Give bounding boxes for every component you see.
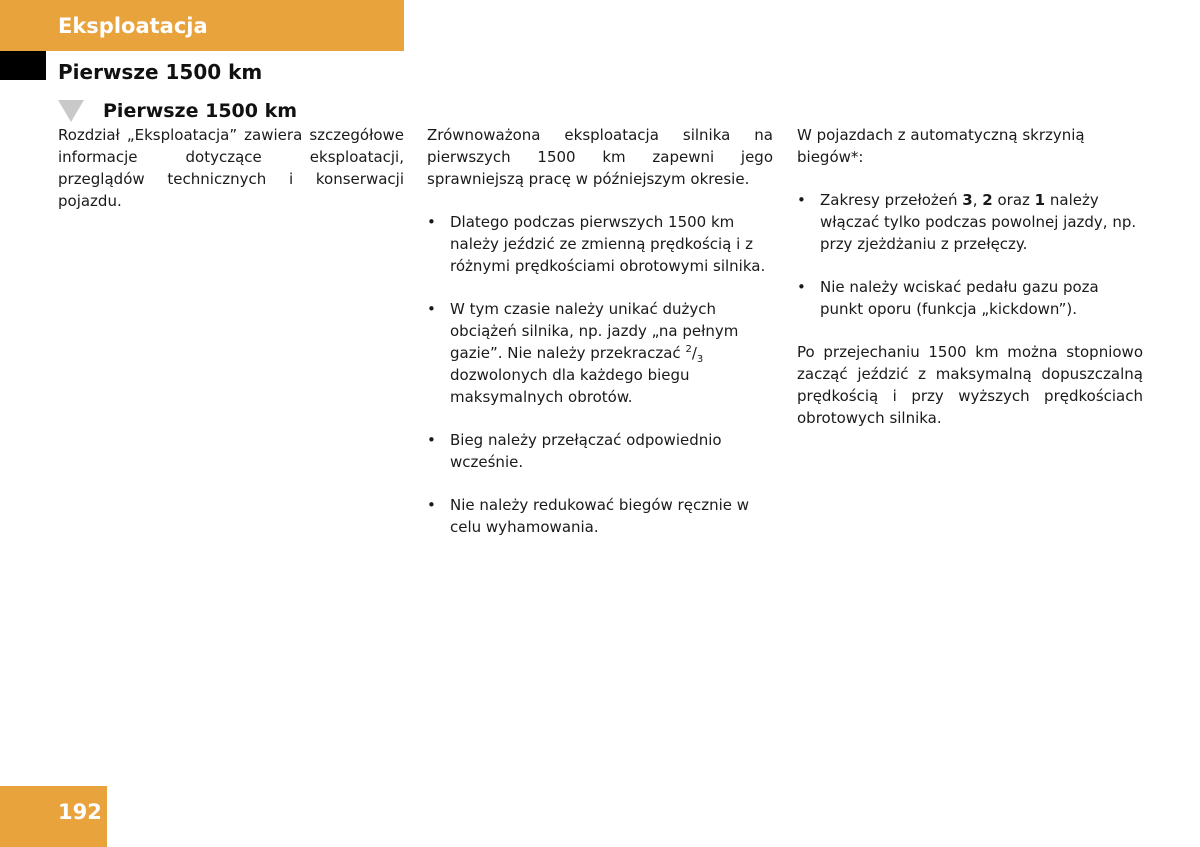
list-item-text: W tym czasie należy unikać dużych obciążeń silnika, np. jazdy „na pełnym gazie”. Nie należy przekraczać [450, 300, 739, 362]
fraction-slash: / [691, 344, 697, 362]
fraction-numerator: 2 [685, 344, 692, 355]
column-1 [58, 124, 404, 233]
fraction-denominator: 3 [696, 354, 704, 365]
page-number: 192 [58, 800, 102, 824]
separator: , [972, 191, 983, 209]
column-2 [427, 124, 773, 559]
separator: oraz [992, 191, 1035, 209]
gear-range-2: 2 [982, 191, 993, 209]
list-item [797, 189, 1143, 255]
list-item: • Dlatego podczas pierwszych 1500 km należy jeździć ze zmienną prędkością i z różnymi prędkościami obrotowymi silnika. [427, 211, 773, 277]
gear-range-3: 3 [962, 191, 973, 209]
section-title: Pierwsze 1500 km [58, 60, 263, 84]
automatic-transmission-intro: W pojazdach z automatyczną skrzynią biegów*: [797, 126, 1085, 166]
engine-breakin-paragraph: Zrównoważona eksploatacja silnika na pierwszych 1500 km zapewni jego sprawniejszą pracę w późniejszym okresie. [427, 126, 773, 188]
subsection-title: Pierwsze 1500 km [103, 100, 298, 122]
list-item: • Nie należy wciskać pedału gazu poza punkt oporu (funkcja „kickdown”). [797, 276, 1143, 320]
list-item-text: dozwolonych dla każdego biegu maksymalnych obrotów. [450, 366, 690, 406]
triangle-down-icon [58, 100, 84, 122]
list-item [427, 298, 773, 408]
gear-range-1: 1 [1034, 191, 1046, 209]
after-1500km-paragraph: Po przejechaniu 1500 km można stopniowo zacząć jeździć z maksymalną dopuszczalną prędkością i przy wyższych prędkościach obrotowych silnika. [797, 343, 1143, 427]
list-item: • Bieg należy przełączać odpowiednio wcześnie. [427, 429, 773, 473]
automatic-bullet-list [797, 189, 1143, 320]
breakin-bullet-list [427, 211, 773, 538]
section-marker-tab [0, 51, 46, 80]
subsection-heading [58, 98, 297, 124]
list-item: • Nie należy redukować biegów ręcznie w celu wyhamowania. [427, 494, 773, 538]
chapter-title: Eksploatacja [58, 14, 208, 38]
list-item-text: należy włączać tylko podczas powolnej jazdy, np. przy zjeżdżaniu z przełęczy. [820, 191, 1137, 253]
intro-paragraph: Rozdział „Eksploatacja” zawiera szczegółowe informacje dotyczące eksploatacji, przeglądów technicznych i konserwacji pojazdu. [58, 126, 404, 210]
column-3 [797, 124, 1143, 450]
list-item-text: Zakresy przełożeń [820, 191, 963, 209]
